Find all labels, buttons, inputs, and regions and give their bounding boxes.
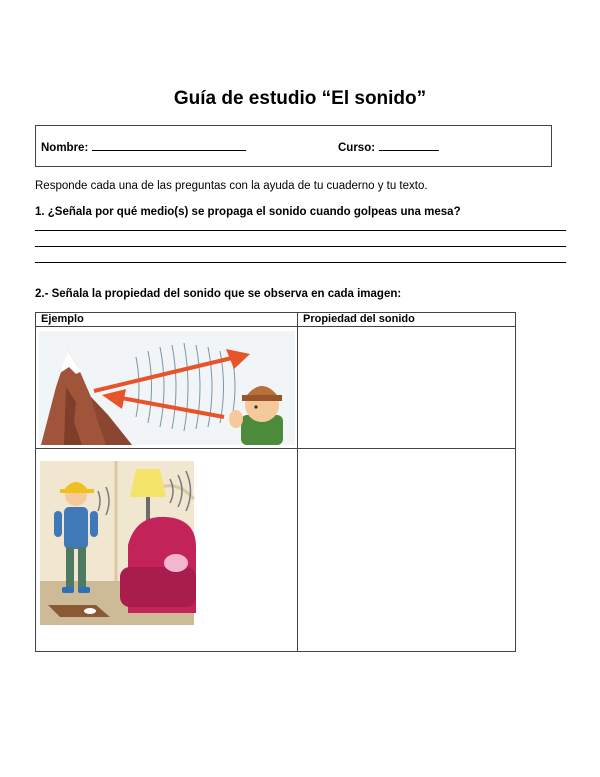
column-header-property: Propiedad del sonido [298,313,516,327]
cushion-icon [164,554,188,572]
course-blank[interactable] [379,139,439,151]
question-1: 1. ¿Señala por qué medio(s) se propaga el sonido cuando golpeas una mesa? [35,206,461,218]
property-answer-cell[interactable] [298,327,516,449]
name-field[interactable] [41,139,246,154]
course-field[interactable] [338,139,439,154]
example-cell [36,327,298,449]
page-title: Guía de estudio “El sonido” [173,88,427,109]
name-label: Nombre: [41,142,89,154]
table-row [36,449,516,652]
answer-line-3[interactable] [35,262,566,263]
question-2: 2.- Señala la propiedad del sonido que se observa en cada imagen: [35,288,402,300]
properties-table [35,312,516,652]
course-label: Curso: [338,142,376,154]
answer-line-2[interactable] [35,246,566,247]
name-blank[interactable] [92,139,246,151]
sound-absorption-illustration [36,449,196,625]
echo-illustration [36,327,296,448]
column-header-example: Ejemplo [36,313,298,327]
instructions: Responde cada una de las preguntas con la ayuda de tu cuaderno y tu texto. [35,180,428,192]
answer-line-1[interactable] [35,230,566,231]
example-cell [36,449,298,652]
student-info-box [35,125,552,167]
property-answer-cell[interactable] [298,449,516,652]
table-row [36,327,516,449]
